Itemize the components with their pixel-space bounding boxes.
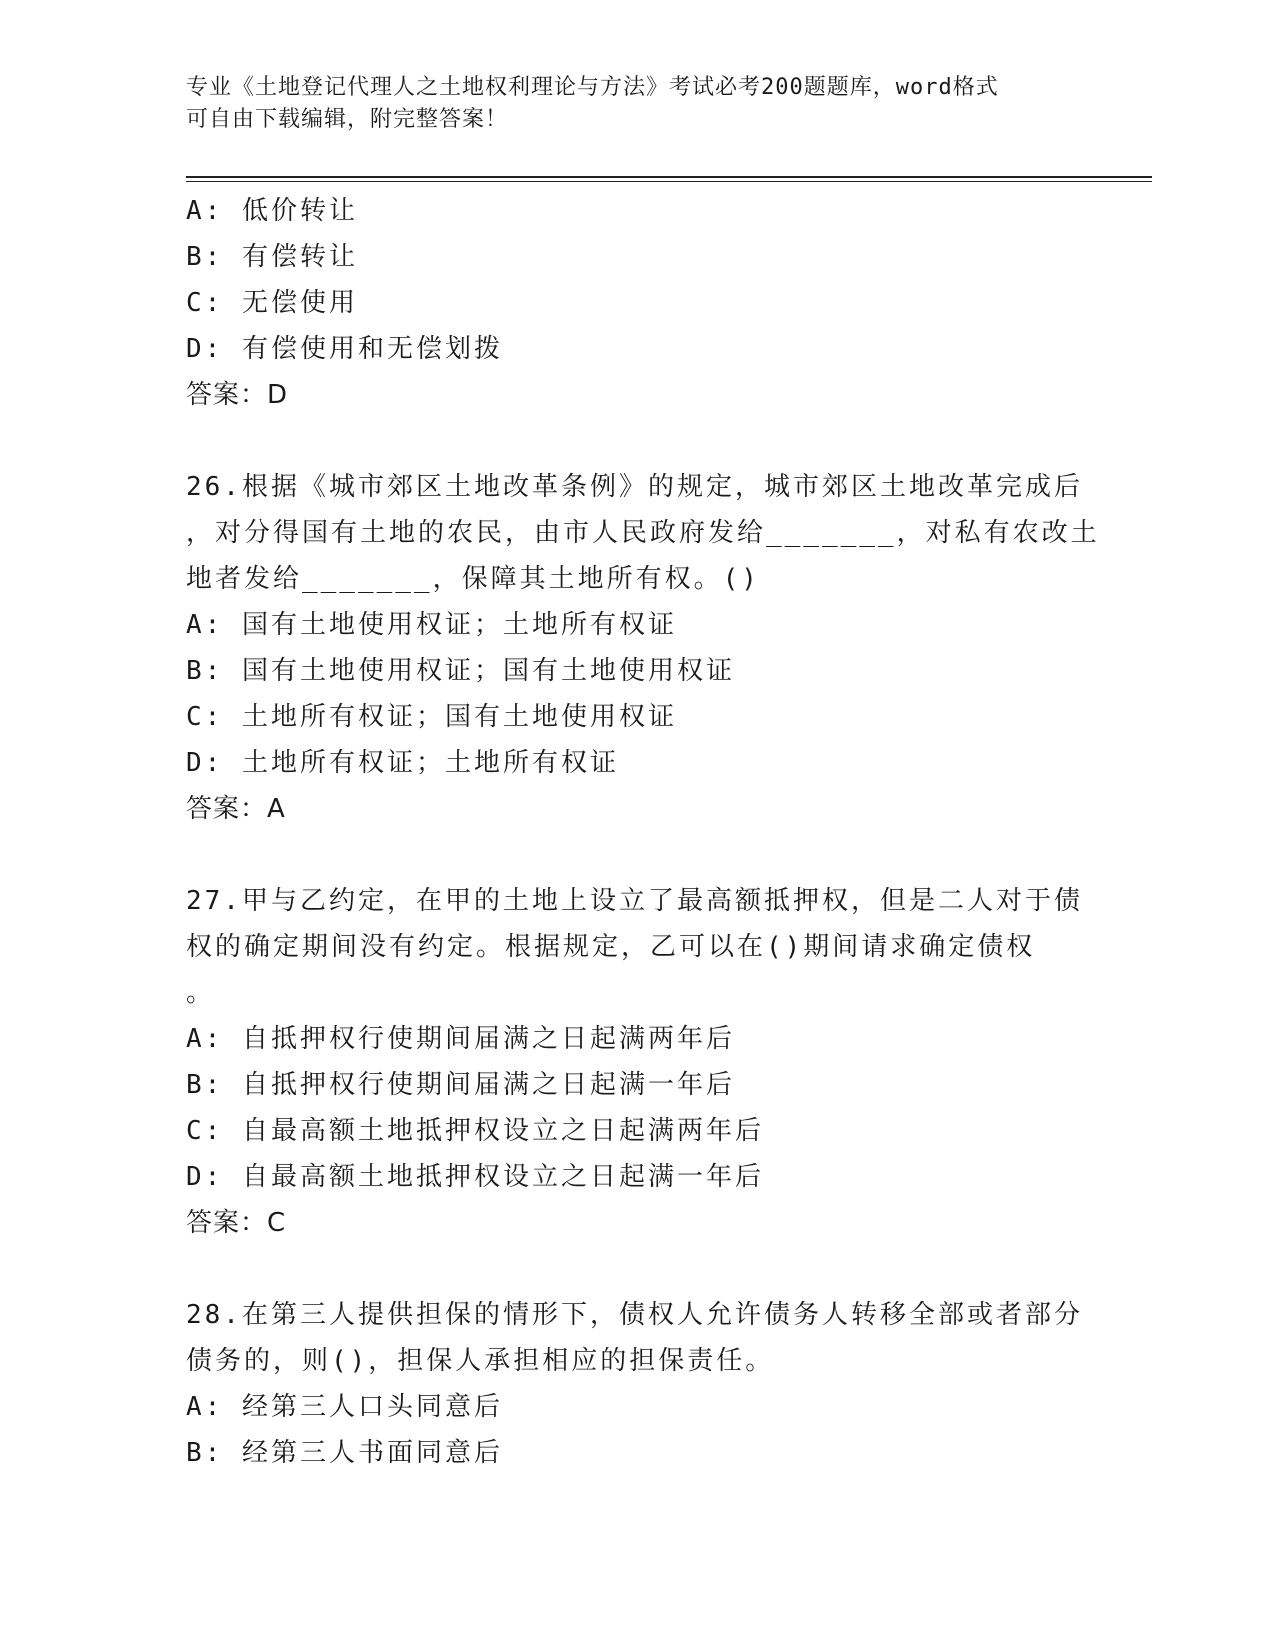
answer: 答案：C [186, 1208, 287, 1238]
question-text: 26.根据《城市郊区土地改革条例》的规定，城市郊区土地改革完成后 [186, 472, 1083, 502]
question-text: 债务的，则()，担保人承担相应的担保责任。 [186, 1346, 775, 1376]
header-divider [186, 176, 1152, 182]
option-a: A: 低价转让 [186, 196, 358, 226]
answer: 答案：D [186, 380, 289, 410]
option-a: A: 经第三人口头同意后 [186, 1392, 503, 1422]
question-text: 。 [186, 978, 216, 1008]
option-d: D: 土地所有权证；土地所有权证 [186, 748, 619, 778]
header-line-1: 专业《土地登记代理人之土地权利理论与方法》考试必考200题题库，word格式 [186, 75, 999, 100]
spacer [186, 832, 1086, 878]
option-a: A: 自抵押权行使期间届满之日起满两年后 [186, 1024, 735, 1054]
question-text: 权的确定期间没有约定。根据规定，乙可以在()期间请求确定债权 [186, 932, 1036, 962]
spacer [186, 1246, 1086, 1292]
answer: 答案：A [186, 794, 286, 824]
option-c: C: 自最高额土地抵押权设立之日起满两年后 [186, 1116, 764, 1146]
option-c: C: 土地所有权证；国有土地使用权证 [186, 702, 677, 732]
option-b: B: 自抵押权行使期间届满之日起满一年后 [186, 1070, 735, 1100]
option-d: D: 有偿使用和无偿划拨 [186, 334, 503, 364]
option-b: B: 国有土地使用权证；国有土地使用权证 [186, 656, 735, 686]
question-text: ，对分得国有土地的农民，由市人民政府发给_______，对私有农改土 [186, 518, 1100, 548]
option-c: C: 无偿使用 [186, 288, 358, 318]
question-28 [186, 1292, 1086, 1476]
question-content [186, 188, 1100, 1476]
option-a: A: 国有土地使用权证；土地所有权证 [186, 610, 677, 640]
question-25 [186, 188, 1086, 418]
document-header [186, 72, 1086, 136]
option-b: B: 有偿转让 [186, 242, 358, 272]
question-27 [186, 878, 1086, 1246]
header-line-2: 可自由下载编辑，附完整答案！ [186, 107, 509, 132]
question-text: 地者发给_______，保障其土地所有权。() [186, 564, 760, 594]
question-text: 27.甲与乙约定，在甲的土地上设立了最高额抵押权，但是二人对于债 [186, 886, 1083, 916]
option-d: D: 自最高额土地抵押权设立之日起满一年后 [186, 1162, 764, 1192]
question-26 [186, 464, 1100, 832]
option-b: B: 经第三人书面同意后 [186, 1438, 503, 1468]
spacer [186, 418, 1086, 464]
question-text: 28.在第三人提供担保的情形下，债权人允许债务人转移全部或者部分 [186, 1300, 1083, 1330]
